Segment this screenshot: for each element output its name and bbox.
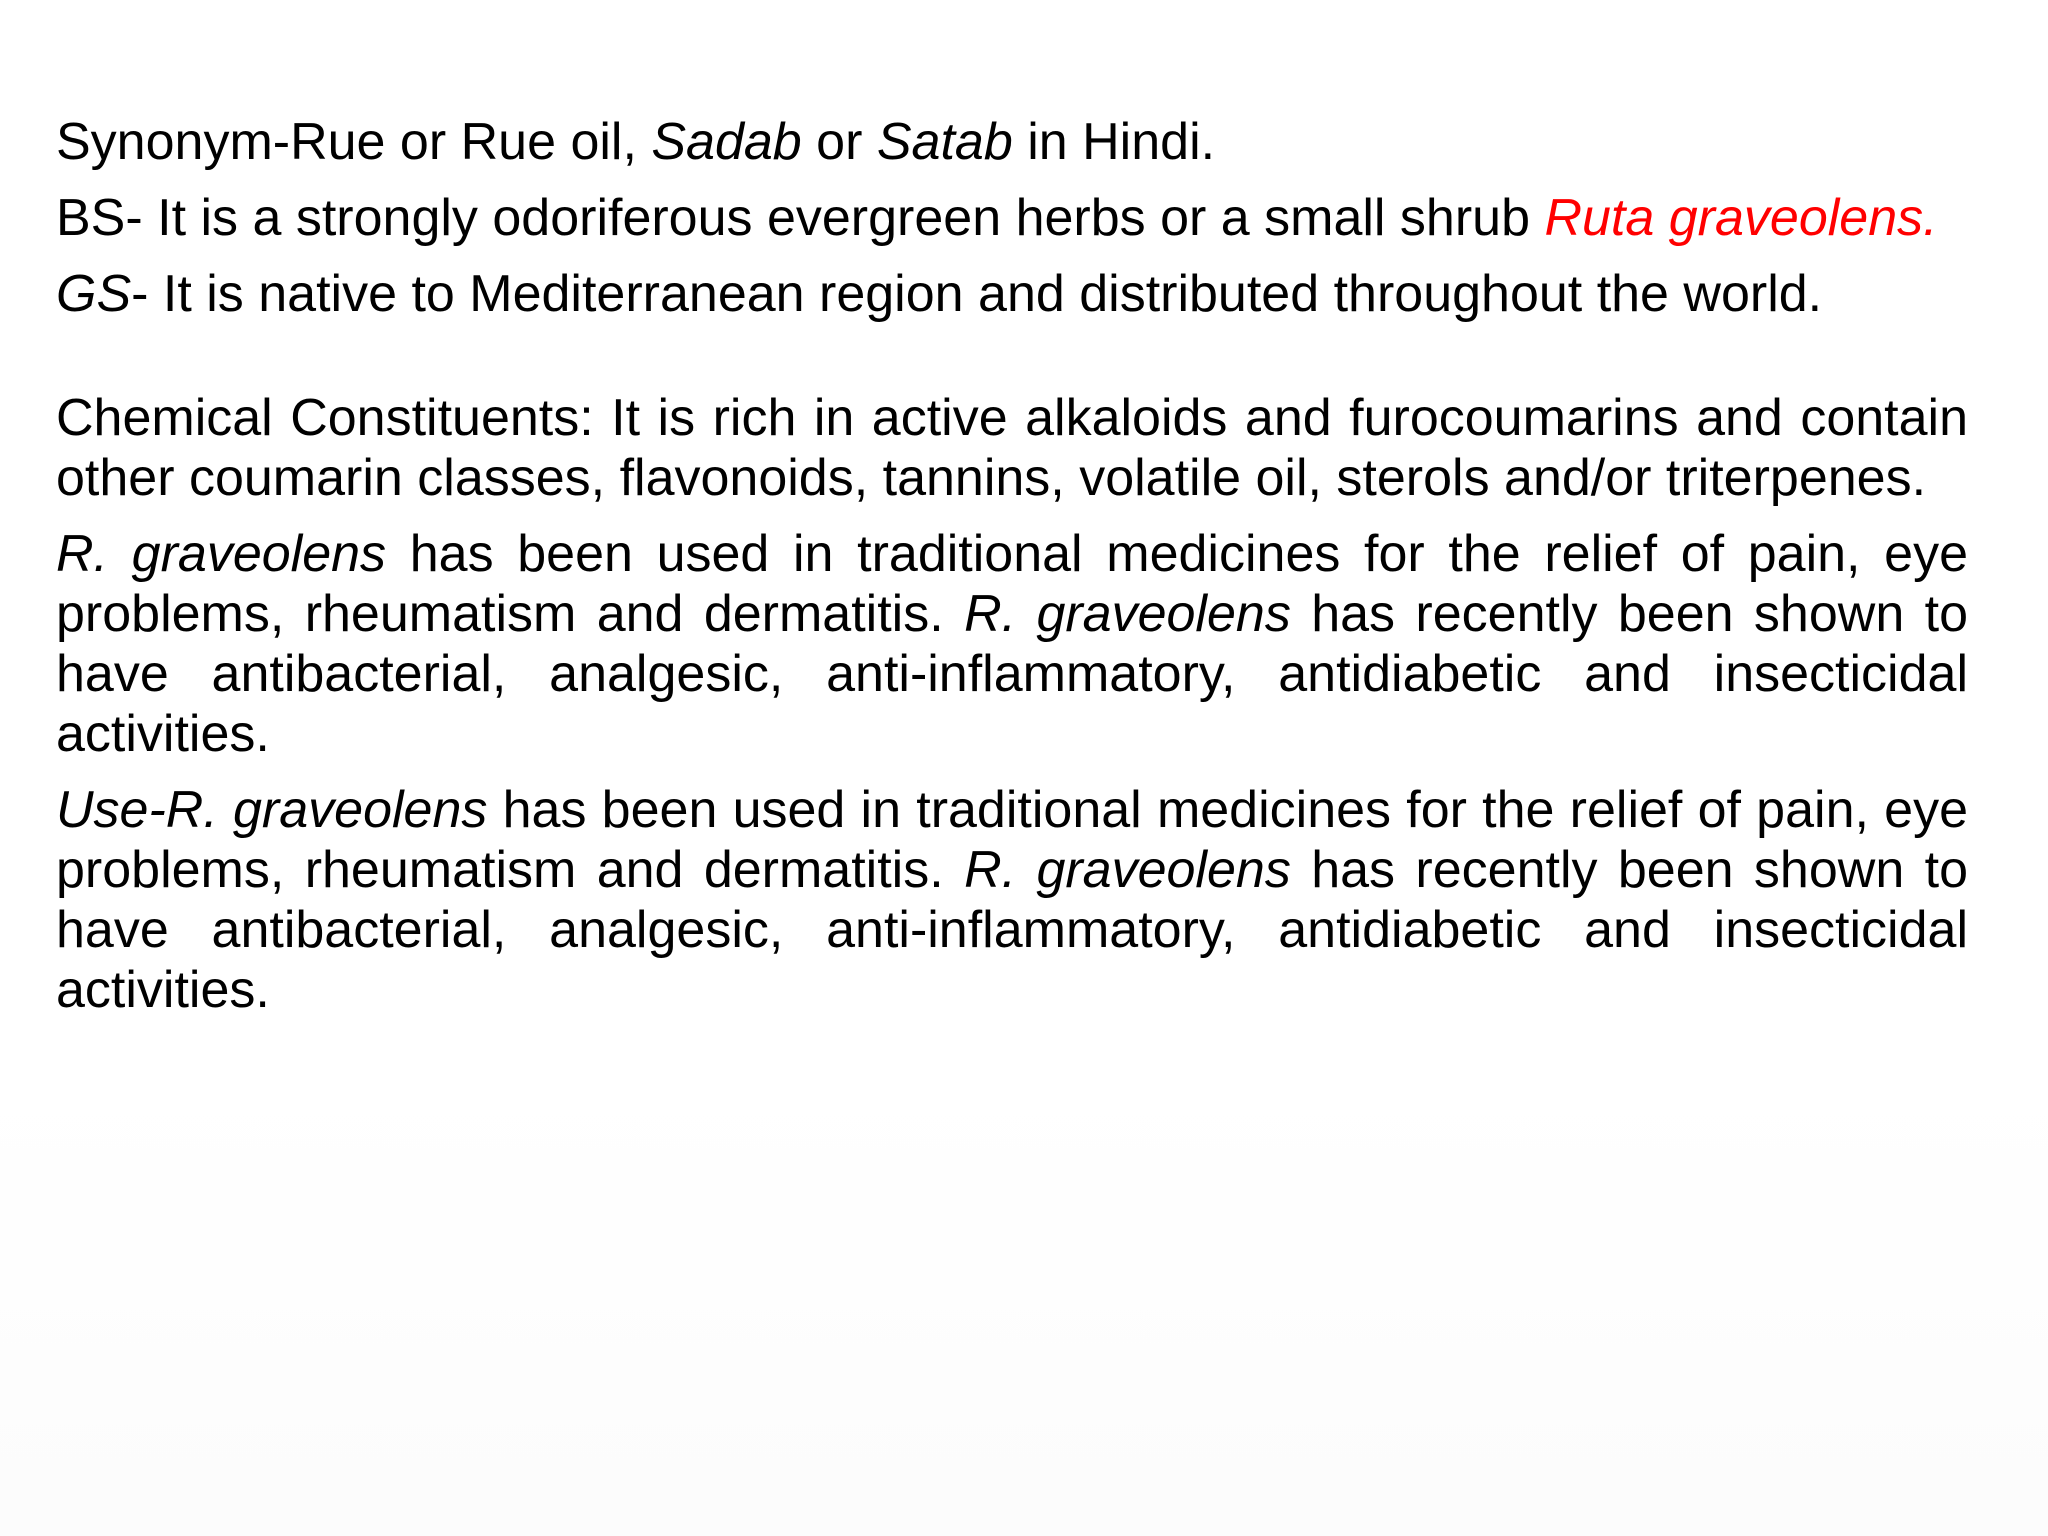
- slide-body: [56, 112, 1968, 1036]
- use-paragraph: [56, 780, 1968, 1020]
- chemical-constituents-text: Chemical Constituents: It is rich in active alkaloids and furocoumarins and contain other coumarin classes, flavonoids, tannins, volatile oil, sterols and/or triterpenes.: [56, 389, 1968, 507]
- synonym-paragraph: [56, 112, 1968, 172]
- synonym-sadab: Sadab: [651, 113, 802, 171]
- medicinal-species-2: R. graveolens: [964, 585, 1291, 643]
- medicinal-text-1: has been used in traditional medicines for the relief of pain, eye problems, rheumatism and dermatitis.: [56, 525, 1968, 643]
- use-species: R. graveolens: [964, 841, 1291, 899]
- synonym-or: or: [801, 113, 877, 171]
- medicinal-text-2: has recently been shown to have antibacterial, analgesic, anti-inflammatory, antidiabetic and insecticidal activities.: [56, 585, 1968, 763]
- bs-paragraph: [56, 188, 1968, 248]
- use-text-1: has been used in traditional medicines for the relief of pain, eye problems, rheumatism and dermatitis.: [56, 781, 1969, 899]
- gs-text: - It is native to Mediterranean region and distributed throughout the world.: [131, 265, 1823, 323]
- gs-label: GS: [56, 265, 132, 323]
- use-text-2: has recently been shown to have antibacterial, analgesic, anti-inflammatory, antidiabetic and insecticidal activities.: [56, 841, 1968, 1019]
- synonym-satab: Satab: [876, 113, 1013, 171]
- medicinal-species-1: R. graveolens: [56, 525, 387, 583]
- use-label: Use-R. graveolens: [56, 781, 488, 839]
- bs-species-name: Ruta graveolens.: [1544, 189, 1938, 247]
- chemical-constituents-paragraph: [56, 388, 1968, 508]
- bs-text: BS- It is a strongly odoriferous evergreen herbs or a small shrub: [56, 189, 1545, 247]
- synonym-hindi: in Hindi.: [1012, 113, 1216, 171]
- gs-paragraph: [56, 264, 1968, 324]
- synonym-text: Synonym-Rue or Rue oil,: [56, 113, 652, 171]
- medicinal-paragraph: [56, 524, 1968, 764]
